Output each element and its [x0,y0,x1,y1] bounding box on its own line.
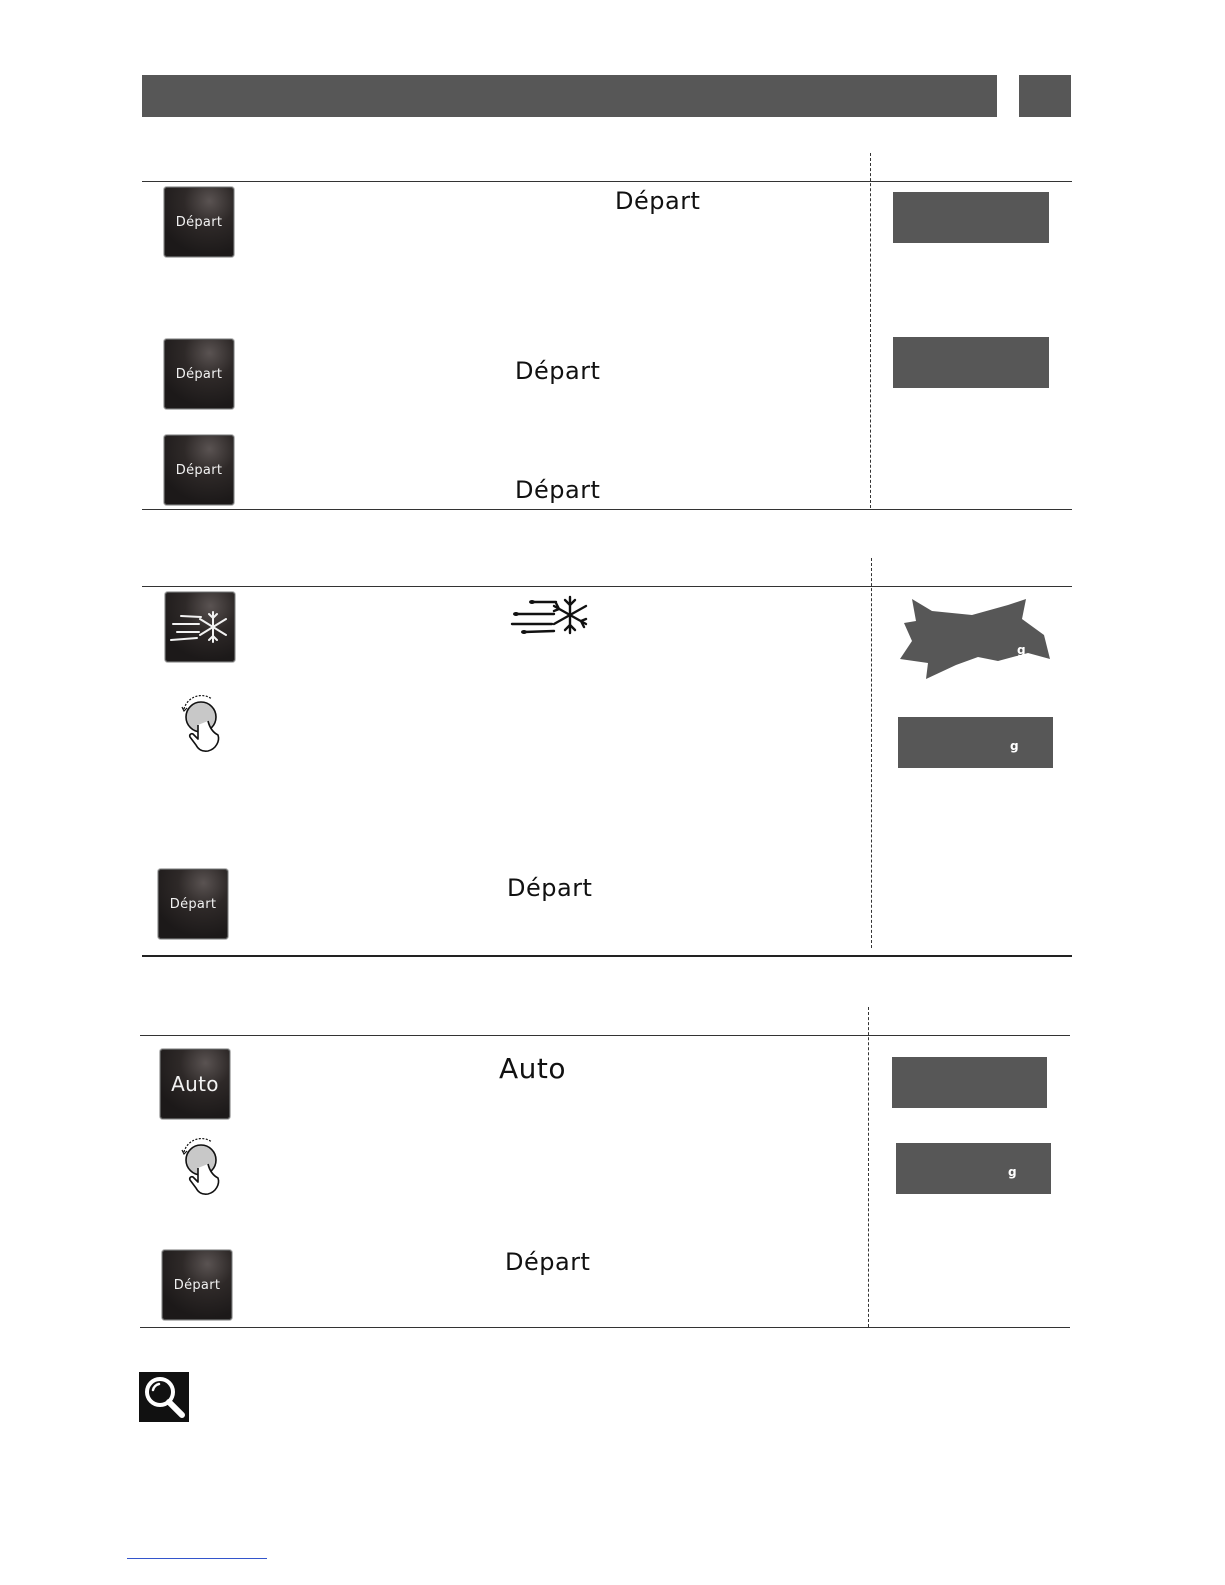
snowflake-defrost-icon [169,602,231,652]
section-2-bottom-rule [142,955,1072,957]
depart-reference: Départ [507,874,593,902]
display-panel [898,717,1053,768]
section-3-bottom-rule [140,1327,1070,1328]
depart-button-label: Départ [173,1277,221,1293]
flashing-display-panel [898,597,1054,681]
weight-unit: g [1010,739,1019,753]
rotary-knob-hand-icon[interactable] [180,695,226,755]
depart-reference: Départ [515,476,601,504]
section-1-top-rule [142,181,1072,182]
depart-button-label: Départ [175,462,223,478]
depart-button-label: Départ [169,896,217,912]
header-bar [142,75,997,117]
depart-button[interactable] [164,339,234,409]
depart-button[interactable] [162,1250,232,1320]
depart-button[interactable] [164,187,234,257]
depart-button-label: Départ [175,214,223,230]
rotary-knob-hand-icon[interactable] [180,1138,226,1198]
snowflake-defrost-icon [510,594,594,640]
section-2-top-rule [142,586,1072,587]
depart-reference: Départ [505,1248,591,1276]
auto-button[interactable] [160,1049,230,1119]
weight-unit: g [1008,1165,1017,1179]
column-divider [868,1007,869,1327]
auto-reference: Auto [499,1052,567,1085]
column-divider [871,558,872,948]
depart-button[interactable] [164,435,234,505]
auto-button-label: Auto [171,1072,219,1096]
depart-button-label: Départ [175,366,223,382]
magnifier-icon [139,1372,189,1422]
display-panel [893,337,1049,388]
footer-link-underline [127,1558,267,1559]
depart-reference: Départ [515,357,601,385]
weight-unit: g [1017,643,1026,657]
display-panel [892,1057,1047,1108]
page-number-box [1019,75,1071,117]
depart-reference: Départ [615,187,701,215]
section-3-top-rule [140,1035,1070,1036]
display-panel [893,192,1049,243]
column-divider [870,153,871,508]
defrost-button[interactable] [165,592,235,662]
display-panel [896,1143,1051,1194]
depart-button[interactable] [158,869,228,939]
section-1-bottom-rule [142,509,1072,510]
